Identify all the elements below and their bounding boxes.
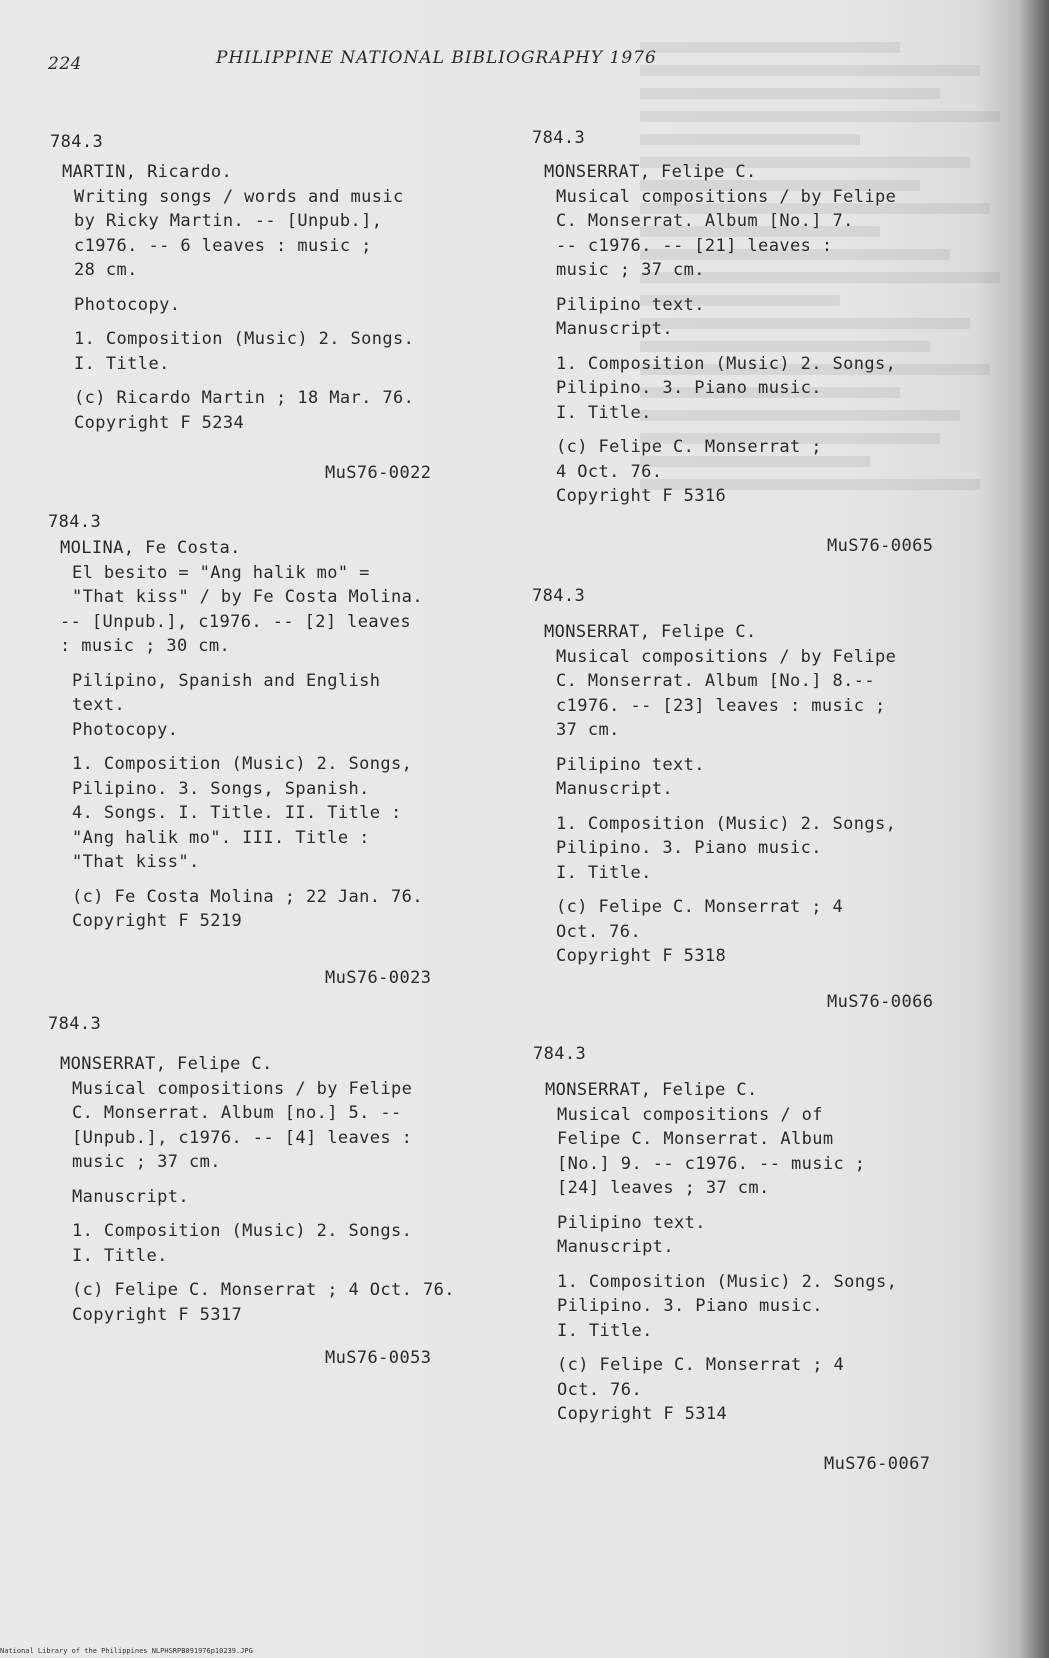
entry-note: Pilipino text.	[557, 1212, 706, 1233]
entry-note: Pilipino text.	[556, 754, 705, 775]
entry-heading: MONSERRAT, Felipe C.	[60, 1054, 273, 1074]
entry-copyright: Copyright F 5234	[74, 412, 245, 433]
entry-subjects: Pilipino. 3. Piano music.	[557, 1296, 823, 1316]
entry-desc-line: c1976. -- [23] leaves : music ;	[556, 695, 886, 716]
entry-note: Pilipino text.	[556, 294, 705, 315]
entry-desc-line: Musical compositions / by Felipe	[556, 186, 897, 207]
entry-note: Pilipino, Spanish and English	[72, 670, 381, 691]
entry-copyright: 4 Oct. 76.	[556, 461, 663, 482]
entry-desc-line: [Unpub.], c1976. -- [4] leaves :	[72, 1127, 413, 1148]
entry-desc-line: [No.] 9. -- c1976. -- music ;	[557, 1153, 866, 1174]
entry-number: MuS76-0022	[325, 463, 432, 483]
entry-copyright: (c) Fe Costa Molina ; 22 Jan. 76.	[72, 886, 423, 907]
entry-desc-line: El besito = "Ang halik mo" =	[72, 562, 370, 583]
entry-desc-line: Musical compositions / by Felipe	[72, 1078, 413, 1099]
entry-subjects: 1. Composition (Music) 2. Songs,	[557, 1271, 898, 1292]
entry-subjects: I. Title.	[556, 862, 652, 883]
entry-subjects: I. Title.	[556, 402, 652, 423]
entry-desc-line: 37 cm.	[556, 720, 620, 740]
entry-subjects: Pilipino. 3. Piano music.	[556, 838, 822, 858]
class-number: 784.3	[532, 586, 586, 606]
entry-number: MuS76-0065	[827, 536, 934, 556]
entry-note: Manuscript.	[556, 319, 673, 339]
entry-copyright: (c) Felipe C. Monserrat ;	[556, 437, 822, 457]
entry-note: text.	[72, 695, 126, 715]
entry-note: Manuscript.	[72, 1186, 189, 1207]
entry-subjects: Pilipino. 3. Piano music.	[556, 378, 822, 398]
entry-desc-line: Musical compositions / of	[557, 1104, 823, 1125]
entry-copyright: (c) Felipe C. Monserrat ; 4	[556, 897, 844, 917]
entry-note: Photocopy.	[72, 719, 179, 740]
entry-subjects: 4. Songs. I. Title. II. Title :	[72, 803, 402, 823]
class-number: 784.3	[533, 1044, 587, 1064]
entry-copyright: Copyright F 5219	[72, 911, 243, 931]
entry-subjects: I. Title.	[557, 1320, 653, 1341]
entry-desc-line: "That kiss" / by Fe Costa Molina.	[72, 587, 423, 607]
class-number: 784.3	[48, 512, 102, 532]
entry-copyright: (c) Felipe C. Monserrat ; 4 Oct. 76.	[72, 1280, 455, 1300]
entry-desc-line: Musical compositions / by Felipe	[556, 646, 897, 667]
class-number: 784.3	[50, 132, 104, 152]
entry-subjects: I. Title.	[72, 1245, 168, 1266]
page-header	[48, 48, 748, 78]
entry-number: MuS76-0053	[325, 1348, 432, 1368]
entry-copyright: (c) Felipe C. Monserrat ; 4	[557, 1355, 845, 1375]
entry-desc-line: music ; 37 cm.	[556, 260, 705, 280]
entry-number: MuS76-0066	[827, 992, 934, 1012]
entry-subjects: "That kiss".	[72, 852, 200, 872]
entry-copyright: Oct. 76.	[557, 1379, 643, 1400]
entry-desc-line: C. Monserrat. Album [No.] 7.	[556, 211, 854, 231]
entry-desc-line: 28 cm.	[74, 260, 138, 280]
entry-copyright: Copyright F 5316	[556, 486, 727, 506]
entry-subjects: 1. Composition (Music) 2. Songs,	[556, 813, 897, 834]
entry-copyright: Copyright F 5314	[557, 1404, 728, 1424]
entry-heading: MONSERRAT, Felipe C.	[544, 622, 757, 642]
entry-heading: MARTIN, Ricardo.	[62, 162, 233, 182]
entry-heading: MONSERRAT, Felipe C.	[545, 1080, 758, 1100]
entry-desc-line: by Ricky Martin. -- [Unpub.],	[74, 211, 383, 231]
entry-desc-line: C. Monserrat. Album [no.] 5. --	[72, 1103, 402, 1123]
entry-desc-line: [24] leaves ; 37 cm.	[557, 1178, 770, 1198]
entry-note: Manuscript.	[557, 1237, 674, 1257]
entry-desc-line: music ; 37 cm.	[72, 1152, 221, 1172]
entry-subjects: 1. Composition (Music) 2. Songs.	[74, 329, 415, 349]
page-title: PHILIPPINE NATIONAL BIBLIOGRAPHY 1976	[216, 48, 657, 68]
entry-desc-line: Writing songs / words and music	[74, 186, 404, 207]
scan-source-label: National Library of the Philippines NLPHSRPB091976p10239.JPG	[0, 1647, 253, 1655]
entry-subjects: I. Title.	[74, 353, 170, 374]
entry-subjects: 1. Composition (Music) 2. Songs,	[72, 754, 413, 774]
entry-desc-line: : music ; 30 cm.	[60, 636, 231, 656]
entry-desc-line: c1976. -- 6 leaves : music ;	[74, 235, 372, 256]
entry-desc-line: -- [Unpub.], c1976. -- [2] leaves	[60, 611, 411, 632]
entry-heading: MONSERRAT, Felipe C.	[544, 162, 757, 182]
entry-desc-line: C. Monserrat. Album [No.] 8.--	[556, 671, 876, 691]
entry-copyright: Oct. 76.	[556, 921, 642, 942]
entry-copyright: Copyright F 5317	[72, 1304, 243, 1325]
entry-number: MuS76-0023	[325, 968, 432, 988]
entry-note: Photocopy.	[74, 294, 181, 315]
page-edge-shadow	[1019, 0, 1049, 1658]
entry-desc-line: Felipe C. Monserrat. Album	[557, 1129, 834, 1149]
class-number: 784.3	[48, 1014, 102, 1034]
entry-copyright: Copyright F 5318	[556, 946, 727, 966]
entry-subjects: Pilipino. 3. Songs, Spanish.	[72, 778, 370, 799]
entry-subjects: "Ang halik mo". III. Title :	[72, 827, 370, 848]
entry-desc-line: -- c1976. -- [21] leaves :	[556, 235, 833, 256]
entry-note: Manuscript.	[556, 779, 673, 799]
entry-subjects: 1. Composition (Music) 2. Songs.	[72, 1221, 413, 1241]
page-number: 224	[48, 54, 82, 74]
entry-heading: MOLINA, Fe Costa.	[60, 538, 241, 558]
entry-copyright: (c) Ricardo Martin ; 18 Mar. 76.	[74, 388, 415, 408]
entry-subjects: 1. Composition (Music) 2. Songs,	[556, 353, 897, 374]
entry-number: MuS76-0067	[824, 1454, 931, 1474]
class-number: 784.3	[532, 128, 586, 148]
